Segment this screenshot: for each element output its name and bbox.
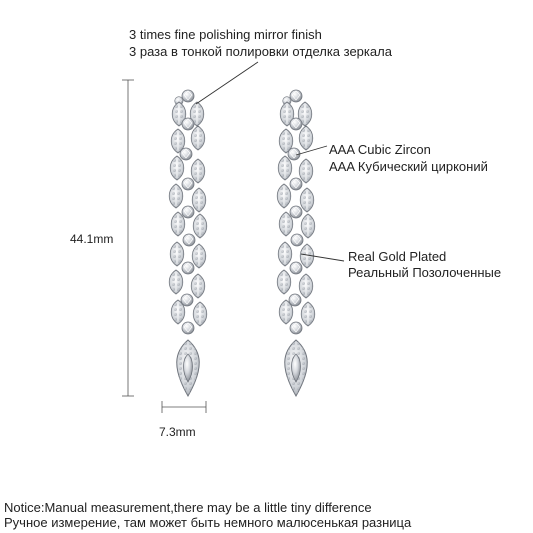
height-dimension-line [122,80,134,396]
plating-label-en: Real Gold Plated [348,249,447,264]
plating-label-ru: Реальный Позолоченные [348,265,502,280]
width-measurement: 7.3mm [159,425,196,439]
zircon-label-ru: AAA Кубический цирконий [329,159,488,174]
finish-label-ru: 3 раза в тонкой полировки отделка зеркала [129,44,392,59]
right-earring [277,90,315,396]
left-earring [169,90,207,396]
zircon-label-en: AAA Cubic Zircon [329,142,431,157]
height-measurement: 44.1mm [70,232,114,246]
leader-lines [196,62,344,261]
notice-ru: Ручное измерение, там может быть немного малюсенькая разница [4,515,412,530]
width-dimension-line [162,401,206,413]
finish-label-en: 3 times fine polishing mirror finish [129,27,322,42]
notice-en: Notice:Manual measurement,there may be a little tiny difference [4,500,372,515]
